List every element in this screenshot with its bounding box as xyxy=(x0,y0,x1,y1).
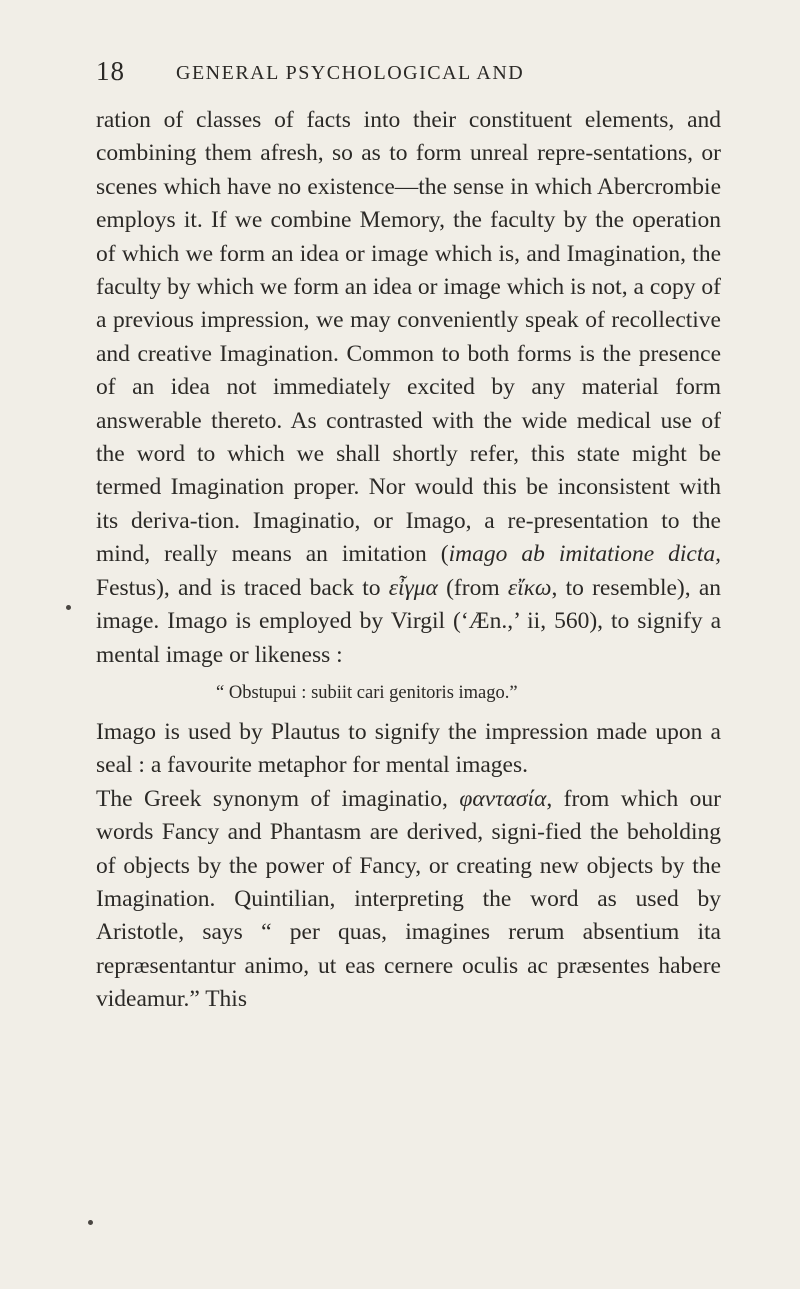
paragraph-1-italic-citation: imago ab imitatione dicta, xyxy=(448,541,721,568)
paragraph-3-text-a: The Greek synonym of imaginatio, xyxy=(96,785,460,812)
bottom-ink-mark xyxy=(88,1220,93,1225)
greek-word-eiko: εἴκω xyxy=(507,574,552,601)
body-text xyxy=(96,104,721,1017)
page-number: 18 xyxy=(96,56,125,86)
paragraph-1 xyxy=(96,104,721,672)
running-head: GENERAL PSYCHOLOGICAL AND xyxy=(176,62,525,84)
greek-word-phantasia: φαντασία xyxy=(459,785,547,812)
paragraph-1-text-a: ration of classes of facts into their constituent elements, and combining them afresh, so as to form unreal repre-sentations, or scenes which have no existence—the sense in which Abercrombie employs it. If we combine Memory, the faculty by the operation of which we form an idea or image which is, and Imagination, the faculty by which we form an idea or image which is not, a copy of a previous impression, we may conveniently speak of recollective and creative Imagination. Common to both forms is the presence of an idea not immediately excited by any material form answerable thereto. As contrasted with the wide medical use of the word to which we shall shortly refer, this state might be termed Imagination proper. Nor would this be inconsistent with its deriva-tion. Imaginatio, or Imago, a re-presentation to the mind, really means an imitation ( xyxy=(96,107,721,568)
paragraph-2: Imago is used by Plautus to signify the impression made upon a seal : a favourite metaphor for mental images. xyxy=(96,718,721,779)
paragraph-1-text-c: (from xyxy=(437,574,508,601)
block-quote: “ Obstupui : subiit cari genitoris imago.” xyxy=(216,682,518,703)
page-header xyxy=(96,56,716,90)
paragraph-3 xyxy=(96,783,721,1017)
paragraph-3-text-b: , from which our words Fancy and Phantasm are derived, signi-fied the beholding of objects by the power of Fancy, or creating new objects by the Imagination. Quintilian, interpreting the word as used by Aristotle, says “ per quas, imagines rerum absentium ita repræsentantur animo, ut eas cernere oculis ac præsentes habere videamur.” This xyxy=(96,785,722,1013)
paragraph-1-text-b: Festus), and is traced back to xyxy=(96,574,389,601)
margin-ink-mark xyxy=(66,605,71,610)
paragraph-1-text-d: , to resemble), an image. Imago is employed by Virgil (‘Æn.,’ ii, 560), to signify a mental image or likeness : xyxy=(96,574,721,668)
greek-word-eigma: εἶγμα xyxy=(388,574,438,601)
